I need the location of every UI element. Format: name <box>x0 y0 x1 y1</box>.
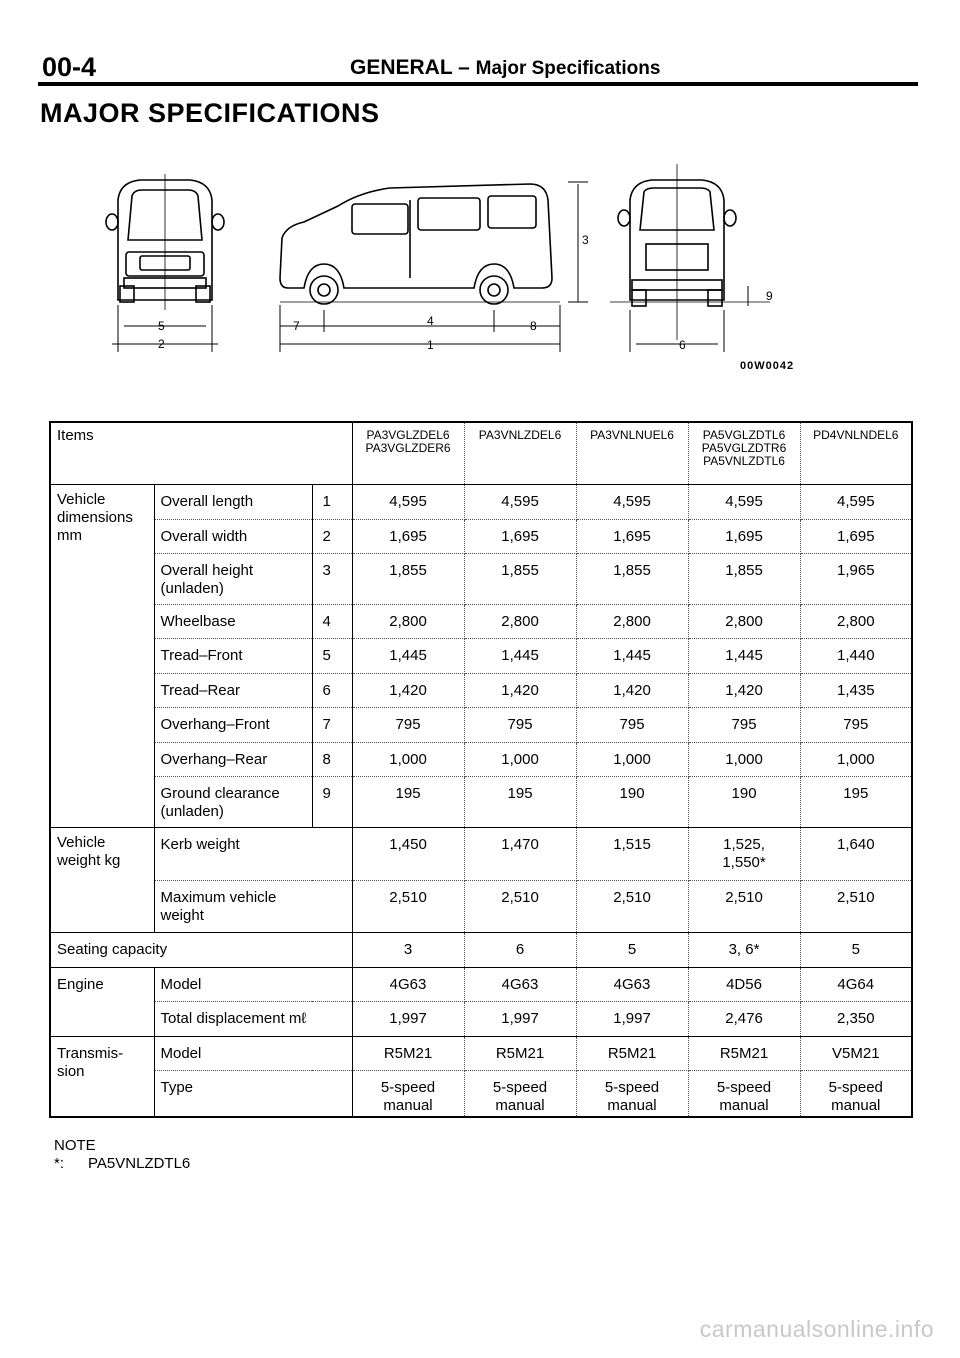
table-cell-value: 1,525, 1,550* <box>688 828 800 881</box>
group-label-line: mm <box>57 527 82 545</box>
table-cell-value: 1,855 <box>688 554 800 605</box>
table-cell-value: 3, 6* <box>688 933 800 967</box>
group-label-seating: Seating capacity <box>50 933 352 967</box>
group-label-line: Vehicle <box>57 491 106 509</box>
page-header <box>38 52 918 82</box>
row-label-line: Maximum vehicle <box>160 888 277 906</box>
row-label <box>154 673 312 707</box>
dim-label-1: 1 <box>427 338 434 352</box>
table-cell-value: 2,800 <box>352 604 464 638</box>
table-cell-value: 2,510 <box>464 880 576 933</box>
row-label <box>154 604 312 638</box>
table-cell-value: 795 <box>352 708 464 742</box>
row-label <box>154 742 312 776</box>
dimension-number: 7 <box>312 708 352 742</box>
model-header <box>576 422 688 485</box>
table-cell-value: 2,510 <box>800 880 912 933</box>
table-cell-value: 1,965 <box>800 554 912 605</box>
table-row <box>50 485 912 519</box>
group-label-engine <box>50 967 154 1036</box>
row-label-line: (unladen) <box>160 580 224 598</box>
row-label-line: Overall height <box>160 562 254 580</box>
row-label-line: Overhang–Rear <box>160 750 268 768</box>
row-label <box>154 1036 352 1070</box>
dimension-number: 4 <box>312 604 352 638</box>
table-row <box>50 828 912 881</box>
note-marker: *: <box>54 1155 65 1172</box>
table-cell-value: 195 <box>800 777 912 828</box>
row-label-line: Wheelbase <box>160 612 236 630</box>
row-label-line: Model <box>160 1044 202 1062</box>
group-label-weight <box>50 828 154 933</box>
table-row <box>50 604 912 638</box>
row-label-line: Overall length <box>160 493 254 511</box>
row-label <box>154 639 312 673</box>
table-cell-value: 1,450 <box>352 828 464 881</box>
table-cell-value: 1,695 <box>800 519 912 553</box>
table-cell-value: 5-speed manual <box>464 1071 576 1117</box>
table-cell-value: 2,476 <box>688 1002 800 1036</box>
front-view-drawing <box>106 174 224 310</box>
header-section: GENERAL <box>350 56 453 79</box>
table-cell-value: 1,695 <box>464 519 576 553</box>
table-row <box>50 880 912 933</box>
row-label-line: Overhang–Front <box>160 716 270 734</box>
table-cell-value: 1,435 <box>800 673 912 707</box>
table-cell-value: 1,997 <box>576 1002 688 1036</box>
table-cell-value: R5M21 <box>688 1036 800 1070</box>
specifications-table <box>49 421 913 1118</box>
table-row <box>50 1036 912 1070</box>
table-row <box>50 777 912 828</box>
model-code: PA5VGLZDTL6 <box>702 428 786 442</box>
table-cell-value: 1,000 <box>800 742 912 776</box>
table-row <box>50 708 912 742</box>
table-row <box>50 1071 912 1117</box>
table-cell-value: 1,997 <box>352 1002 464 1036</box>
row-label <box>154 777 312 828</box>
table-row <box>50 967 912 1001</box>
table-cell-value: 795 <box>576 708 688 742</box>
group-label-line: sion <box>57 1062 85 1080</box>
table-cell-value: 1,695 <box>352 519 464 553</box>
row-label-line: Tread–Rear <box>160 681 240 699</box>
row-label-line: Type <box>160 1079 194 1097</box>
table-cell-value: 1,445 <box>464 639 576 673</box>
dimension-number: 6 <box>312 673 352 707</box>
table-cell-value: 1,695 <box>576 519 688 553</box>
table-cell-value: 1,000 <box>352 742 464 776</box>
model-code: PA3VNLZDEL6 <box>478 428 562 442</box>
dim-label-4: 4 <box>427 314 434 328</box>
dim-label-3: 3 <box>582 233 589 247</box>
page-title: MAJOR SPECIFICATIONS <box>40 98 380 128</box>
table-cell-value: 1,445 <box>688 639 800 673</box>
table-row <box>50 742 912 776</box>
table-cell-value: 5-speed manual <box>352 1071 464 1117</box>
dimension-number: 9 <box>312 777 352 828</box>
row-label-line: Kerb weight <box>160 836 240 853</box>
table-cell-value: 4,595 <box>352 485 464 519</box>
table-row <box>50 554 912 605</box>
table-cell-value: 4G64 <box>800 967 912 1001</box>
row-label <box>154 880 352 933</box>
table-cell-value: 1,000 <box>688 742 800 776</box>
table-cell-value: 2,510 <box>576 880 688 933</box>
group-label-line: Engine <box>57 975 104 993</box>
table-cell-value: 1,420 <box>576 673 688 707</box>
table-row <box>50 519 912 553</box>
table-cell-value: 5 <box>800 933 912 967</box>
table-cell-value: R5M21 <box>464 1036 576 1070</box>
table-cell-value: 795 <box>800 708 912 742</box>
dim-label-9: 9 <box>766 289 773 303</box>
table-cell-value: 195 <box>464 777 576 828</box>
table-cell-value: 2,510 <box>688 880 800 933</box>
dimension-number: 2 <box>312 519 352 553</box>
vehicle-dimension-diagram <box>90 160 810 360</box>
group-label-line: Vehicle <box>57 834 106 851</box>
table-cell-value: 795 <box>464 708 576 742</box>
header-subsection: Major Specifications <box>475 58 661 79</box>
model-header <box>688 422 800 485</box>
note-heading: NOTE <box>54 1137 96 1154</box>
table-cell-value: R5M21 <box>352 1036 464 1070</box>
table-cell-value: 195 <box>352 777 464 828</box>
dim-label-2: 2 <box>158 337 165 351</box>
table-cell-value: 1,855 <box>576 554 688 605</box>
table-cell-value: 3 <box>352 933 464 967</box>
model-header <box>352 422 464 485</box>
table-row <box>50 673 912 707</box>
table-cell-value: 2,800 <box>800 604 912 638</box>
table-cell-value: 6 <box>464 933 576 967</box>
row-label <box>154 519 312 553</box>
table-cell-value: 1,855 <box>352 554 464 605</box>
row-label <box>154 554 312 605</box>
model-code: PA5VNLZDTL6 <box>703 454 785 468</box>
table-cell-value: 4G63 <box>352 967 464 1001</box>
row-label-line: Tread–Front <box>160 647 243 665</box>
group-label-line: dimensions <box>57 509 133 527</box>
table-cell-value: 2,800 <box>464 604 576 638</box>
note-section <box>54 1137 190 1173</box>
table-cell-value: 2,350 <box>800 1002 912 1036</box>
table-cell-value: 2,800 <box>576 604 688 638</box>
model-header <box>800 422 912 485</box>
dimension-number: 8 <box>312 742 352 776</box>
header-separator: – <box>458 56 470 79</box>
page-number: 00-4 <box>42 52 97 82</box>
row-label <box>154 1002 352 1036</box>
table-cell-value: 1,420 <box>464 673 576 707</box>
table-cell-value: 1,855 <box>464 554 576 605</box>
side-view-drawing <box>280 184 560 304</box>
table-cell-value: 4,595 <box>576 485 688 519</box>
table-cell-value: 1,420 <box>688 673 800 707</box>
rear-view-drawing <box>610 164 770 340</box>
row-label-line: Total displacement mℓ <box>160 1010 307 1028</box>
row-label-line: Ground clearance <box>160 785 280 803</box>
table-cell-value: 795 <box>688 708 800 742</box>
group-label-transmission <box>50 1036 154 1117</box>
table-row <box>50 639 912 673</box>
table-cell-value: 4,595 <box>800 485 912 519</box>
table-cell-value: 1,515 <box>576 828 688 881</box>
table-cell-value: 1,440 <box>800 639 912 673</box>
model-header <box>464 422 576 485</box>
table-cell-value: 5-speed manual <box>576 1071 688 1117</box>
table-cell-value: 4D56 <box>688 967 800 1001</box>
group-label-line: Transmis- <box>57 1044 124 1062</box>
table-cell-value: 5 <box>576 933 688 967</box>
dim-label-6: 6 <box>679 338 686 352</box>
dimension-number: 1 <box>312 485 352 519</box>
table-cell-value: 4,595 <box>688 485 800 519</box>
table-cell-value: 5-speed manual <box>800 1071 912 1117</box>
dimension-number: 5 <box>312 639 352 673</box>
group-label-dimensions <box>50 485 154 828</box>
table-cell-value: R5M21 <box>576 1036 688 1070</box>
table-cell-value: 1,997 <box>464 1002 576 1036</box>
table-cell-value: 190 <box>688 777 800 828</box>
dim-label-8: 8 <box>530 319 537 333</box>
table-cell-value: 2,800 <box>688 604 800 638</box>
table-cell-value: 1,445 <box>352 639 464 673</box>
watermark: carmanualsonline.info <box>699 1316 934 1342</box>
table-cell-value: 4G63 <box>464 967 576 1001</box>
items-header: Items <box>50 422 352 485</box>
model-code: PA3VGLZDER6 <box>365 441 451 455</box>
row-label-line: (unladen) <box>160 803 224 821</box>
row-label-line: Overall width <box>160 527 248 545</box>
row-label-line: Model <box>160 975 202 993</box>
model-code: PD4VNLNDEL6 <box>813 428 899 442</box>
table-cell-value: 4G63 <box>576 967 688 1001</box>
figure-code: 00W0042 <box>740 360 795 372</box>
table-cell-value: 1,000 <box>576 742 688 776</box>
header-rule <box>38 82 918 86</box>
row-label <box>154 708 312 742</box>
table-cell-value: 5-speed manual <box>688 1071 800 1117</box>
row-label <box>154 1071 352 1117</box>
table-row <box>50 933 912 967</box>
row-label <box>154 828 352 881</box>
group-label-line: weight kg <box>57 852 121 869</box>
table-cell-value: 1,695 <box>688 519 800 553</box>
table-cell-value: 1,470 <box>464 828 576 881</box>
table-cell-value: V5M21 <box>800 1036 912 1070</box>
table-cell-value: 190 <box>576 777 688 828</box>
table-cell-value: 4,595 <box>464 485 576 519</box>
model-code: PA3VGLZDEL6 <box>366 428 450 442</box>
note-text: PA5VNLZDTL6 <box>88 1155 191 1172</box>
row-label <box>154 485 312 519</box>
model-code: PA5VGLZDTR6 <box>701 441 787 455</box>
table-cell-value: 1,000 <box>464 742 576 776</box>
table-cell-value: 1,445 <box>576 639 688 673</box>
dimension-number: 3 <box>312 554 352 605</box>
table-cell-value: 1,640 <box>800 828 912 881</box>
dim-label-7: 7 <box>293 319 300 333</box>
model-code: PA3VNLNUEL6 <box>590 428 674 442</box>
row-label <box>154 967 352 1001</box>
dim-label-5: 5 <box>158 319 165 333</box>
table-row <box>50 1002 912 1036</box>
table-cell-value: 1,420 <box>352 673 464 707</box>
header-title <box>350 56 660 80</box>
row-label-line: weight <box>160 906 204 924</box>
table-cell-value: 2,510 <box>352 880 464 933</box>
table-header-row <box>50 422 912 485</box>
